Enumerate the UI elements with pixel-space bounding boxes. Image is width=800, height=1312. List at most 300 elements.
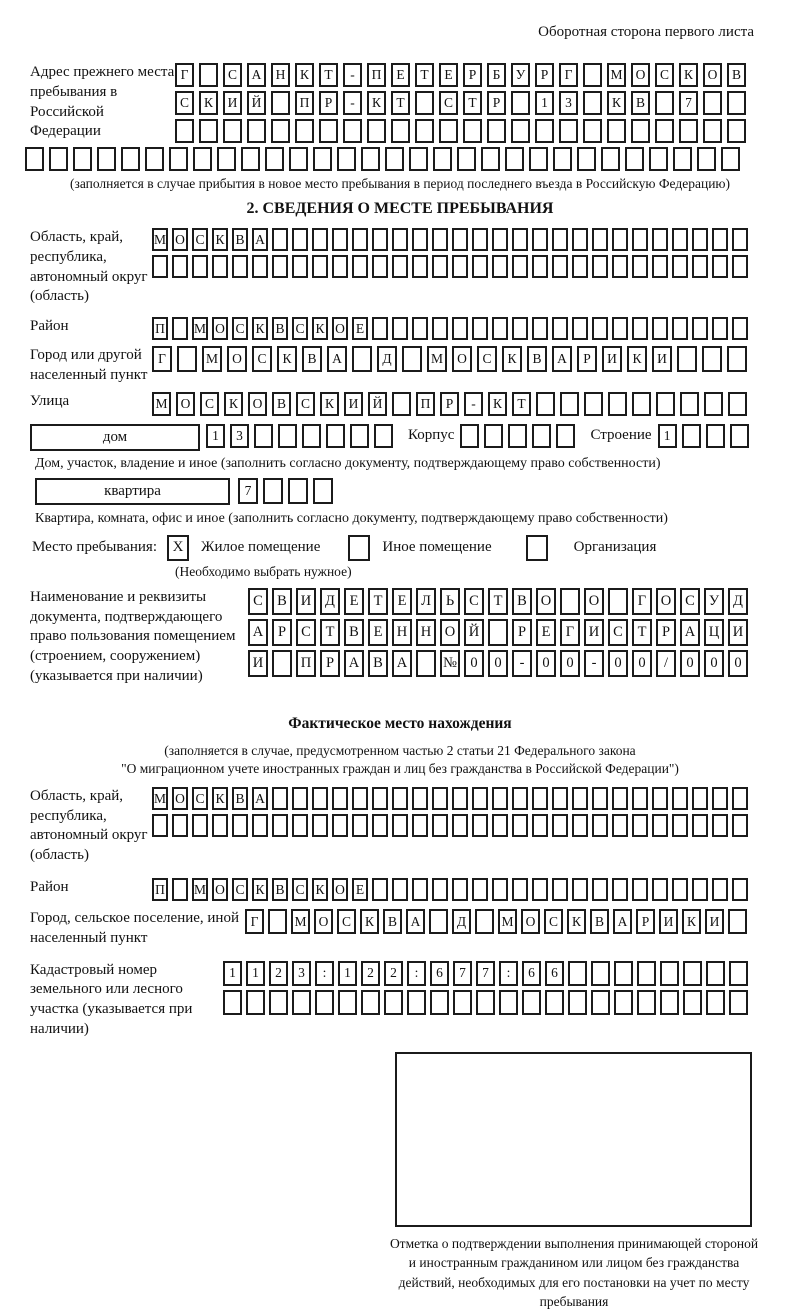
char-cell (352, 346, 372, 372)
char-cell (412, 814, 428, 837)
char-cell: А (247, 63, 266, 87)
char-cell: С (608, 619, 628, 646)
char-cell: М (498, 909, 517, 934)
char-cell: В (272, 588, 292, 615)
char-cell (672, 878, 688, 901)
char-cell: С (175, 91, 194, 115)
char-cell (25, 147, 44, 171)
char-cell: А (327, 346, 347, 372)
char-cell (697, 147, 716, 171)
char-cell (732, 878, 748, 901)
char-cell (660, 961, 679, 986)
char-cell (232, 255, 248, 278)
char-cell: В (512, 588, 532, 615)
char-cell: 0 (632, 650, 652, 677)
char-cell (584, 392, 603, 416)
char-cell: - (343, 91, 362, 115)
char-cell: К (277, 346, 297, 372)
char-cell: М (202, 346, 222, 372)
char-cell: Ц (704, 619, 724, 646)
char-cell (572, 228, 588, 251)
char-cell: М (152, 228, 168, 251)
korpus-cells (460, 424, 580, 448)
char-cell: В (590, 909, 609, 934)
char-cell (692, 814, 708, 837)
char-cell (265, 147, 284, 171)
char-cell (452, 787, 468, 810)
char-cell (460, 424, 479, 448)
char-cell (361, 990, 380, 1015)
char-cell (272, 814, 288, 837)
char-cell (472, 317, 488, 340)
char-cell (692, 317, 708, 340)
char-cell (656, 392, 675, 416)
char-cell (271, 119, 290, 143)
char-cell (49, 147, 68, 171)
char-cell (632, 228, 648, 251)
char-cell: К (367, 91, 386, 115)
char-cell: С (200, 392, 219, 416)
char-cell: Г (632, 588, 652, 615)
char-cell (572, 317, 588, 340)
char-cell (415, 119, 434, 143)
char-cell (592, 814, 608, 837)
char-cell (532, 228, 548, 251)
street-label: Улица (30, 392, 70, 409)
char-cell (652, 317, 668, 340)
char-cell (272, 228, 288, 251)
char-cell: Р (577, 346, 597, 372)
char-cell (247, 119, 266, 143)
char-cell: 3 (230, 424, 249, 448)
char-cell (592, 787, 608, 810)
char-cell (492, 228, 508, 251)
char-cell (552, 317, 568, 340)
char-cell: Т (632, 619, 652, 646)
char-cell: 0 (704, 650, 724, 677)
char-cell (372, 878, 388, 901)
char-cell (372, 255, 388, 278)
char-cell (412, 255, 428, 278)
char-cell (680, 392, 699, 416)
char-cell (601, 147, 620, 171)
char-cell: И (344, 392, 363, 416)
section2-title: 2. СВЕДЕНИЯ О МЕСТЕ ПРЕБЫВАНИЯ (246, 200, 554, 217)
char-cell: Й (368, 392, 387, 416)
char-cell (412, 228, 428, 251)
char-cell (568, 990, 587, 1015)
char-cell: К (199, 91, 218, 115)
char-cell: В (232, 228, 248, 251)
char-cell (612, 317, 628, 340)
char-cell (152, 255, 168, 278)
char-cell: Р (487, 91, 506, 115)
char-cell (712, 255, 728, 278)
char-cell: С (192, 787, 208, 810)
char-cell (612, 255, 628, 278)
char-cell (532, 317, 548, 340)
char-cell: С (292, 317, 308, 340)
char-cell: 7 (453, 961, 472, 986)
char-cell: И (296, 588, 316, 615)
actual-location-note-1: (заполняется в случае, предусмотренном частью 2 статьи 21 Федерального закона (164, 742, 636, 758)
char-cell (672, 317, 688, 340)
char-cell: В (272, 392, 291, 416)
char-cell: О (212, 878, 228, 901)
char-cell: А (344, 650, 364, 677)
char-cell (729, 961, 748, 986)
char-cell: 0 (608, 650, 628, 677)
char-cell (315, 990, 334, 1015)
char-cell: 2 (384, 961, 403, 986)
char-cell: 6 (430, 961, 449, 986)
char-cell (481, 147, 500, 171)
char-cell (706, 961, 725, 986)
char-cell (409, 147, 428, 171)
char-cell (432, 255, 448, 278)
char-cell: 3 (559, 91, 578, 115)
char-cell (312, 228, 328, 251)
char-cell (727, 119, 746, 143)
char-cell (392, 317, 408, 340)
char-cell (679, 119, 698, 143)
char-cell: М (192, 317, 208, 340)
char-cell (272, 787, 288, 810)
char-cell: Т (319, 63, 338, 87)
region-row-1 (152, 228, 752, 251)
document-row-3 (248, 650, 752, 677)
char-cell (703, 119, 722, 143)
region-row-2 (152, 255, 752, 278)
char-cell (568, 961, 587, 986)
char-cell: С (292, 878, 308, 901)
char-cell (660, 990, 679, 1015)
char-cell (193, 147, 212, 171)
char-cell: Е (391, 63, 410, 87)
char-cell (372, 787, 388, 810)
char-cell: Т (391, 91, 410, 115)
korpus-label: Корпус (408, 426, 455, 443)
actual-city-block (30, 909, 800, 949)
char-cell (592, 317, 608, 340)
char-cell (730, 424, 749, 448)
char-cell (552, 878, 568, 901)
char-cell (683, 961, 702, 986)
char-cell: 2 (269, 961, 288, 986)
char-cell (592, 228, 608, 251)
char-cell (472, 814, 488, 837)
char-cell: И (248, 650, 268, 677)
char-cell (472, 228, 488, 251)
char-cell (121, 147, 140, 171)
char-cell (512, 814, 528, 837)
char-cell (292, 228, 308, 251)
char-cell: О (332, 317, 348, 340)
char-cell (532, 424, 551, 448)
char-cell (672, 228, 688, 251)
char-cell (652, 787, 668, 810)
stamp-box-caption: Отметка о подтверждении выполнения принимающей стороной и иностранным гражданином или лицом без гражданства действий, необходимых для его постановки на учет по месту пребывания (389, 1235, 759, 1310)
char-cell: 6 (545, 961, 564, 986)
prev-address-label: Адрес прежнего места пребывания в Российской Федерации (30, 64, 175, 140)
char-cell (212, 814, 228, 837)
char-cell (384, 990, 403, 1015)
char-cell (637, 961, 656, 986)
char-cell (532, 255, 548, 278)
char-cell: Г (245, 909, 264, 934)
char-cell: П (152, 878, 168, 901)
char-cell (649, 147, 668, 171)
char-cell (278, 424, 297, 448)
char-cell: Е (368, 619, 388, 646)
char-cell: К (488, 392, 507, 416)
char-cell (271, 91, 290, 115)
char-cell (512, 228, 528, 251)
char-cell (272, 650, 292, 677)
char-cell (614, 961, 633, 986)
char-cell (487, 119, 506, 143)
char-cell (706, 990, 725, 1015)
char-cell: П (296, 650, 316, 677)
char-cell (511, 119, 530, 143)
char-cell: Г (560, 619, 580, 646)
char-cell: В (272, 878, 288, 901)
char-cell (439, 119, 458, 143)
char-cell (632, 787, 648, 810)
char-cell (672, 787, 688, 810)
char-cell (625, 147, 644, 171)
char-cell (332, 814, 348, 837)
char-cell: 3 (292, 961, 311, 986)
char-cell (289, 147, 308, 171)
street-block (30, 392, 800, 416)
char-cell (295, 119, 314, 143)
char-cell: 7 (679, 91, 698, 115)
char-cell: К (682, 909, 701, 934)
char-cell (652, 878, 668, 901)
char-cell (372, 317, 388, 340)
char-cell: С (232, 878, 248, 901)
city-row (152, 346, 752, 372)
char-cell (682, 424, 701, 448)
char-cell (416, 650, 436, 677)
char-cell: А (680, 619, 700, 646)
char-cell: 7 (476, 961, 495, 986)
char-cell: - (464, 392, 483, 416)
char-cell (612, 787, 628, 810)
region-block (30, 228, 800, 307)
char-cell: К (607, 91, 626, 115)
char-cell (632, 878, 648, 901)
house-word-box: дом (30, 424, 200, 451)
char-cell: 0 (560, 650, 580, 677)
char-cell: Й (464, 619, 484, 646)
char-cell (343, 119, 362, 143)
char-cell: Е (352, 317, 368, 340)
char-cell (361, 147, 380, 171)
char-cell (476, 990, 495, 1015)
char-cell: Н (392, 619, 412, 646)
stay-type-row (32, 535, 800, 561)
char-cell (655, 91, 674, 115)
char-cell (407, 990, 426, 1015)
char-cell (577, 147, 596, 171)
char-cell: О (176, 392, 195, 416)
char-cell (332, 228, 348, 251)
char-cell (457, 147, 476, 171)
char-cell: Т (463, 91, 482, 115)
char-cell: П (152, 317, 168, 340)
char-cell (505, 147, 524, 171)
char-cell: М (607, 63, 626, 87)
char-cell (472, 878, 488, 901)
char-cell (432, 228, 448, 251)
char-cell: И (659, 909, 678, 934)
char-cell: И (223, 91, 242, 115)
apartment-number-cells (238, 478, 338, 504)
actual-district-block (30, 878, 800, 901)
char-cell (97, 147, 116, 171)
char-cell: К (212, 787, 228, 810)
char-cell: 1 (535, 91, 554, 115)
checkbox-residential: X (167, 535, 189, 561)
char-cell (367, 119, 386, 143)
char-cell: С (296, 392, 315, 416)
house-note: Дом, участок, владение и иное (заполнить согласно документу, подтверждающему право собственности) (35, 455, 661, 471)
char-cell (572, 814, 588, 837)
char-cell: П (295, 91, 314, 115)
char-cell: Р (319, 91, 338, 115)
char-cell (560, 588, 580, 615)
char-cell (472, 787, 488, 810)
char-cell: К (360, 909, 379, 934)
char-cell (721, 147, 740, 171)
char-cell (592, 255, 608, 278)
char-cell (706, 424, 725, 448)
char-cell: К (627, 346, 647, 372)
char-cell (432, 814, 448, 837)
char-cell: Й (247, 91, 266, 115)
char-cell: 1 (246, 961, 265, 986)
char-cell: И (705, 909, 724, 934)
char-cell (511, 91, 530, 115)
char-cell: 6 (522, 961, 541, 986)
char-cell: Е (344, 588, 364, 615)
char-cell (172, 317, 188, 340)
char-cell (652, 255, 668, 278)
char-cell: С (192, 228, 208, 251)
char-cell: М (192, 878, 208, 901)
char-cell: : (315, 961, 334, 986)
char-cell (385, 147, 404, 171)
char-cell (692, 878, 708, 901)
char-cell (463, 119, 482, 143)
char-cell: В (302, 346, 322, 372)
char-cell (415, 91, 434, 115)
char-cell: - (584, 650, 604, 677)
apartment-word-box: квартира (35, 478, 230, 505)
char-cell: О (172, 228, 188, 251)
char-cell (433, 147, 452, 171)
char-cell (172, 878, 188, 901)
char-cell: Н (416, 619, 436, 646)
char-cell: К (295, 63, 314, 87)
char-cell: Ь (440, 588, 460, 615)
char-cell: М (291, 909, 310, 934)
char-cell (352, 814, 368, 837)
actual-district-row (152, 878, 752, 901)
char-cell (556, 424, 575, 448)
char-cell (452, 228, 468, 251)
char-cell: П (416, 392, 435, 416)
char-cell (452, 317, 468, 340)
char-cell (727, 346, 747, 372)
char-cell: С (544, 909, 563, 934)
char-cell: 0 (680, 650, 700, 677)
char-cell (241, 147, 260, 171)
char-cell (632, 392, 651, 416)
char-cell: К (320, 392, 339, 416)
char-cell: Р (272, 619, 292, 646)
char-cell (492, 814, 508, 837)
char-cell (302, 424, 321, 448)
char-cell (612, 878, 628, 901)
char-cell: Е (439, 63, 458, 87)
char-cell (452, 878, 468, 901)
document-label: Наименование и реквизиты документа, подтверждающего право пользования помещением (строением, сооружением) (указывается при наличии) (30, 588, 236, 684)
char-cell (492, 317, 508, 340)
char-cell (508, 424, 527, 448)
char-cell (522, 990, 541, 1015)
char-cell: В (631, 91, 650, 115)
char-cell (732, 228, 748, 251)
char-cell: Р (636, 909, 655, 934)
stroenie-label: Строение (590, 426, 652, 443)
char-cell: К (502, 346, 522, 372)
char-cell: Т (488, 588, 508, 615)
char-cell: С (464, 588, 484, 615)
actual-city-row (245, 909, 751, 934)
char-cell (352, 228, 368, 251)
char-cell (484, 424, 503, 448)
house-number-cells (206, 424, 398, 448)
stay-type-note: (Необходимо выбрать нужное) (175, 563, 352, 579)
char-cell (223, 990, 242, 1015)
char-cell (175, 119, 194, 143)
char-cell: В (368, 650, 388, 677)
char-cell: О (332, 878, 348, 901)
char-cell (732, 814, 748, 837)
char-cell (453, 990, 472, 1015)
char-cell: 0 (488, 650, 508, 677)
cadastral-row-1 (223, 961, 752, 986)
char-cell (292, 787, 308, 810)
char-cell: 7 (238, 478, 258, 504)
char-cell (269, 990, 288, 1015)
char-cell (475, 909, 494, 934)
char-cell (312, 255, 328, 278)
char-cell (552, 787, 568, 810)
document-row-2 (248, 619, 752, 646)
char-cell (288, 478, 308, 504)
char-cell (412, 317, 428, 340)
char-cell (652, 228, 668, 251)
char-cell: С (439, 91, 458, 115)
char-cell (512, 878, 528, 901)
char-cell (499, 990, 518, 1015)
char-cell: В (527, 346, 547, 372)
district-row (152, 317, 752, 340)
